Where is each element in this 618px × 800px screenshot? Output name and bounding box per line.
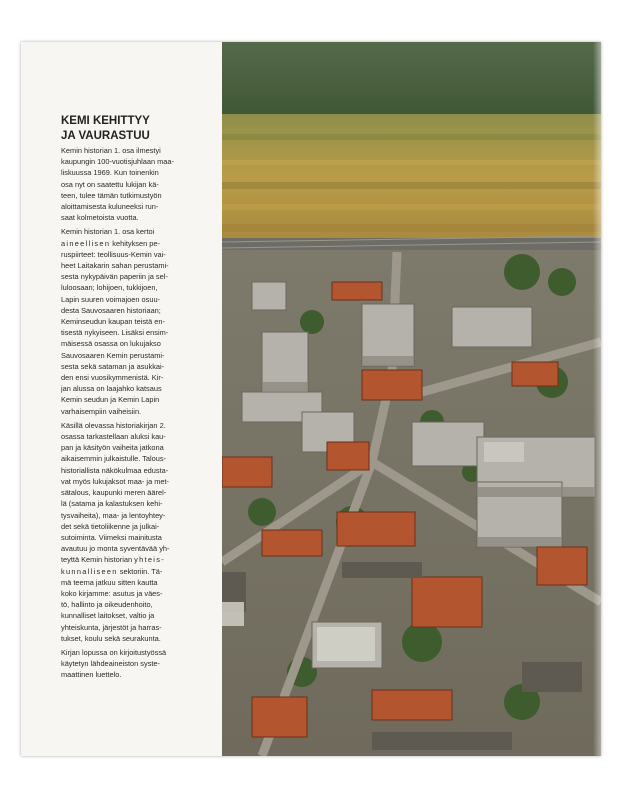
text-line: saat kolmetoista vuotta. xyxy=(61,213,139,223)
paragraph-4 xyxy=(61,647,218,681)
text-line: sesta sekä sataman ja asukkai- xyxy=(61,361,165,371)
text-line: det sekä tietoliikenne ja julkai- xyxy=(61,521,160,531)
text-line: Käsillä olevassa historiakirjan 2. xyxy=(61,420,166,430)
text-line: tysvaiheita), maa- ja lentoyhtey- xyxy=(61,510,166,520)
text-line: pan ja käsityön vaiheita jatkona xyxy=(61,443,164,453)
text-line: varhaisempiin vaiheisiin. xyxy=(61,406,142,416)
blurb-text xyxy=(61,145,218,684)
field-area xyxy=(222,114,601,242)
aerial-city-photo xyxy=(222,42,601,756)
text-line: luloosaan; lohijoen, tukkijoen, xyxy=(61,283,158,293)
emphasis-text: yhteis- xyxy=(134,555,166,565)
paragraph-2 xyxy=(61,226,218,416)
text-fragment: teyttä Kemin historian xyxy=(61,555,133,565)
text-line: sutoiminta. Viimeksi mainitusta xyxy=(61,532,162,542)
text-line: kunnalliset laitokset, valtio ja xyxy=(61,611,155,621)
text-line: osa nyt on saatettu lukijan kä- xyxy=(61,179,159,189)
heading-line-1: KEMI KEHITTYY xyxy=(61,115,150,127)
text-line: Keminseudun kaupan teistä en- xyxy=(61,317,165,327)
text-line: ruspiirteet: teollisuus-Kemin vai- xyxy=(61,249,166,259)
text-line: käytetyn lähdeaineiston syste- xyxy=(61,659,161,669)
text-line xyxy=(61,566,218,577)
text-line: jan alussa on laajahko katsaus xyxy=(61,384,162,394)
text-line: Kemin historian 1. osa kertoi xyxy=(61,227,155,237)
text-line: Lapin suuren voimajoen osuu- xyxy=(61,294,161,304)
text-line: tö, hallinto ja oikeudenhoito, xyxy=(61,600,153,610)
text-line: teen, tulee tämän tutkimustyön xyxy=(61,190,162,200)
text-line: liskuussa 1969. Kun toinenkin xyxy=(61,168,159,178)
text-line: koko kirjamme: asutus ja väes- xyxy=(61,588,163,598)
heading-line-2: JA VAURASTUU xyxy=(61,130,150,142)
text-line: desta Sauvosaaren historiaan; xyxy=(61,305,161,315)
forest-area xyxy=(222,42,601,122)
text-line: maattinen luettelo. xyxy=(61,670,122,680)
text-line: avautuu jo monta syventävää yh- xyxy=(61,544,170,554)
text-line: den ensi vuosikymmenistä. Kir- xyxy=(61,373,164,383)
book-back-cover xyxy=(21,42,601,756)
text-line: vat myös lukujaksot maa- ja met- xyxy=(61,476,170,486)
text-line xyxy=(61,238,218,249)
text-line: Kemin historian 1. osa ilmestyi xyxy=(61,146,161,155)
text-line: historiallista näkökulmaa edusta- xyxy=(61,465,169,475)
text-line: sesta nykypäivän paperiin ja sel- xyxy=(61,272,168,282)
text-line: mä teema jatkuu sitten kautta xyxy=(61,577,158,587)
cover-edge xyxy=(593,42,601,756)
emphasis-text: kunnalliseen xyxy=(61,566,118,576)
text-line: osassa tarkastellaan aluksi kau- xyxy=(61,432,166,442)
text-line: yhteiskunta, järjestöt ja harras- xyxy=(61,622,162,632)
text-line: Kemin seudun ja Kemin Lapin xyxy=(61,395,160,405)
text-line: tukset, koulu sekä seurakunta. xyxy=(61,633,161,643)
paragraph-3 xyxy=(61,420,218,644)
text-line: lä (satama ja kalastuksen kehi- xyxy=(61,499,163,509)
text-line: kaupungin 100-vuotisjuhlaan maa- xyxy=(61,157,174,167)
text-line: tisestä nykyiseen. Lisäksi ensim- xyxy=(61,328,169,338)
text-line: heet Laitakarin sahan perustami- xyxy=(61,261,169,271)
text-line: aloittamisesta kuluneeksi run- xyxy=(61,202,159,212)
text-line: mäisessä osassa on lukujakso xyxy=(61,339,161,349)
text-line xyxy=(61,554,218,565)
paragraph-1 xyxy=(61,145,218,223)
cover-heading xyxy=(61,114,211,144)
text-line: Kirjan lopussa on kirjoitustyössä xyxy=(61,647,167,657)
text-fragment: sektoriin. Tä- xyxy=(119,566,163,576)
emphasis-text: aineellisen xyxy=(61,238,111,248)
text-line: Sauvosaaren Kemin perustami- xyxy=(61,350,165,360)
text-line: sätalous, kaupunki meren äärel- xyxy=(61,488,167,498)
text-fragment: kehityksen pe- xyxy=(112,238,160,248)
text-panel xyxy=(21,42,222,756)
text-line: aikaisemmin julkaistulle. Talous- xyxy=(61,454,167,464)
